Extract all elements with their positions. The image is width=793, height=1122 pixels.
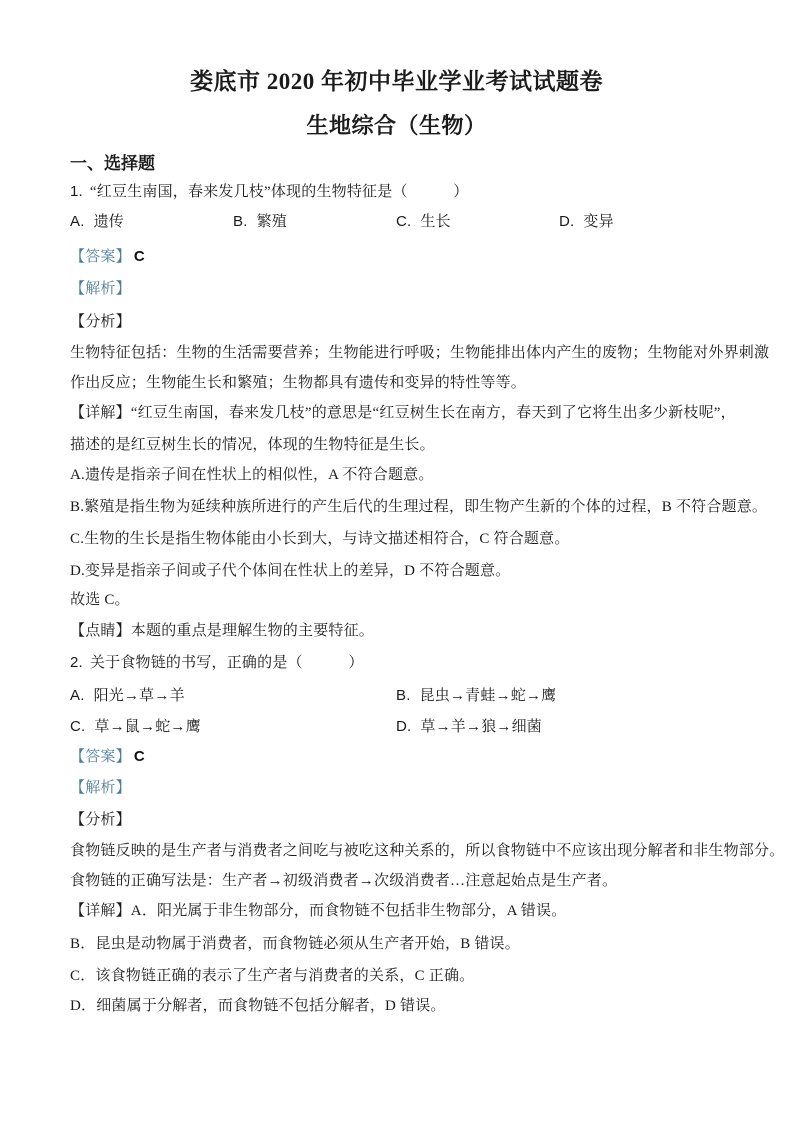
q2-option-b-label: B.: [396, 687, 411, 704]
q1-option-d-text: 变异: [583, 214, 614, 230]
q1-option-d: [559, 211, 614, 233]
q1-option-a-analysis: A.遗传是指亲子间在性状上的相似性，A 不符合题意。: [70, 467, 434, 483]
q2-detail-a: 【详解】A．阳光属于非生物部分，而食物链不包括非生物部分，A 错误。: [70, 903, 567, 919]
q2-analysis-line2: 食物链的正确写法是：生产者→初级消费者→次级消费者…注意起始点是生产者。: [70, 873, 618, 889]
q1-tip: 【点睛】本题的重点是理解生物的主要特征。: [70, 623, 375, 639]
q2-option-d-text: 草→羊→狼→细菌: [420, 719, 543, 735]
q1-analysis-line1: 生物特征包括：生物的生活需要营养；生物能进行呼吸；生物能排出体内产生的废物；生物能对外界刺激: [70, 345, 770, 361]
exam-subtitle: 生地综合（生物）: [306, 113, 487, 138]
q1-stem: [70, 181, 468, 203]
q1-option-d-label: D.: [559, 213, 575, 230]
q1-option-c-text: 生长: [420, 214, 451, 230]
q1-option-c: [396, 211, 451, 233]
q1-option-b-label: B.: [233, 213, 248, 230]
exam-title: 娄底市 2020 年初中毕业学业考试试题卷: [190, 69, 603, 94]
q2-answer-value: C: [133, 748, 145, 765]
q1-fenxi-label: 【分析】: [70, 314, 131, 330]
q2-fenxi-label: 【分析】: [70, 812, 131, 828]
q1-option-b: [233, 211, 287, 233]
q2-analysis-line1: 食物链反映的是生产者与消费者之间吃与被吃这种关系的，所以食物链中不应该出现分解者和非生物部分。: [70, 843, 785, 859]
q2-option-a: [70, 685, 185, 707]
q2-jiexi-label: 【解析】: [70, 780, 131, 796]
q1-option-c-label: C.: [396, 213, 412, 230]
q2-stem-text: 关于食物链的书写，正确的是（ ）: [89, 655, 364, 671]
q2-option-c-label: C.: [70, 718, 86, 735]
q1-detail-line2: 描述的是红豆树生长的情况，体现的生物特征是生长。: [70, 437, 435, 453]
q1-answer-line: [70, 246, 145, 268]
q2-option-a-text: 阳光→草→羊: [93, 688, 185, 704]
q2-option-a-label: A.: [70, 687, 85, 704]
q2-stem: [70, 652, 364, 674]
q1-option-a-label: A.: [70, 213, 85, 230]
q2-number: 2.: [70, 654, 83, 671]
q1-conclusion: 故选 C。: [70, 592, 130, 608]
q2-answer-line: [70, 746, 145, 768]
q1-answer-value: C: [133, 248, 145, 265]
q2-option-d: [396, 716, 542, 738]
q2-detail-b: B．昆虫是动物属于消费者，而食物链必须从生产者开始，B 错误。: [70, 936, 520, 952]
q2-detail-d: D．细菌属于分解者，而食物链不包括分解者，D 错误。: [70, 998, 446, 1014]
q2-option-b: [396, 685, 556, 707]
q2-option-c: [70, 716, 201, 738]
q1-analysis-line2: 作出反应；生物能生长和繁殖；生物都具有遗传和变异的特性等等。: [70, 375, 527, 391]
q1-option-a: [70, 211, 124, 233]
q2-option-d-label: D.: [396, 718, 412, 735]
section-heading: 一、选择题: [70, 154, 155, 173]
q1-detail-line1: 【详解】“红豆生南国，春来发几枝”的意思是“红豆树生长在南方，春天到了它将生出多少新枝呢”，: [70, 405, 736, 421]
q1-option-d-analysis: D.变异是指亲子间或子代个体间在性状上的差异，D 不符合题意。: [70, 563, 511, 579]
q2-option-c-text: 草→鼠→蛇→鹰: [94, 719, 201, 735]
q1-option-b-text: 繁殖: [256, 214, 287, 230]
q2-answer-label: 【答案】: [70, 749, 131, 765]
q1-option-b-analysis: B.繁殖是指生物为延续种族所进行的产生后代的生理过程，即生物产生新的个体的过程，B 不符合题意。: [70, 499, 768, 515]
q1-jiexi-label: 【解析】: [70, 281, 131, 297]
q1-option-a-text: 遗传: [93, 214, 124, 230]
q1-number: 1.: [70, 183, 83, 200]
q1-stem-text: “红豆生南国，春来发几枝”体现的生物特征是（ ）: [89, 184, 469, 200]
q1-option-c-analysis: C.生物的生长是指生物体能由小长到大，与诗文描述相符合，C 符合题意。: [70, 531, 570, 547]
q2-detail-c: C．该食物链正确的表示了生产者与消费者的关系，C 正确。: [70, 968, 475, 984]
q1-answer-label: 【答案】: [70, 249, 131, 265]
q2-option-b-text: 昆虫→青蛙→蛇→鹰: [419, 688, 557, 704]
